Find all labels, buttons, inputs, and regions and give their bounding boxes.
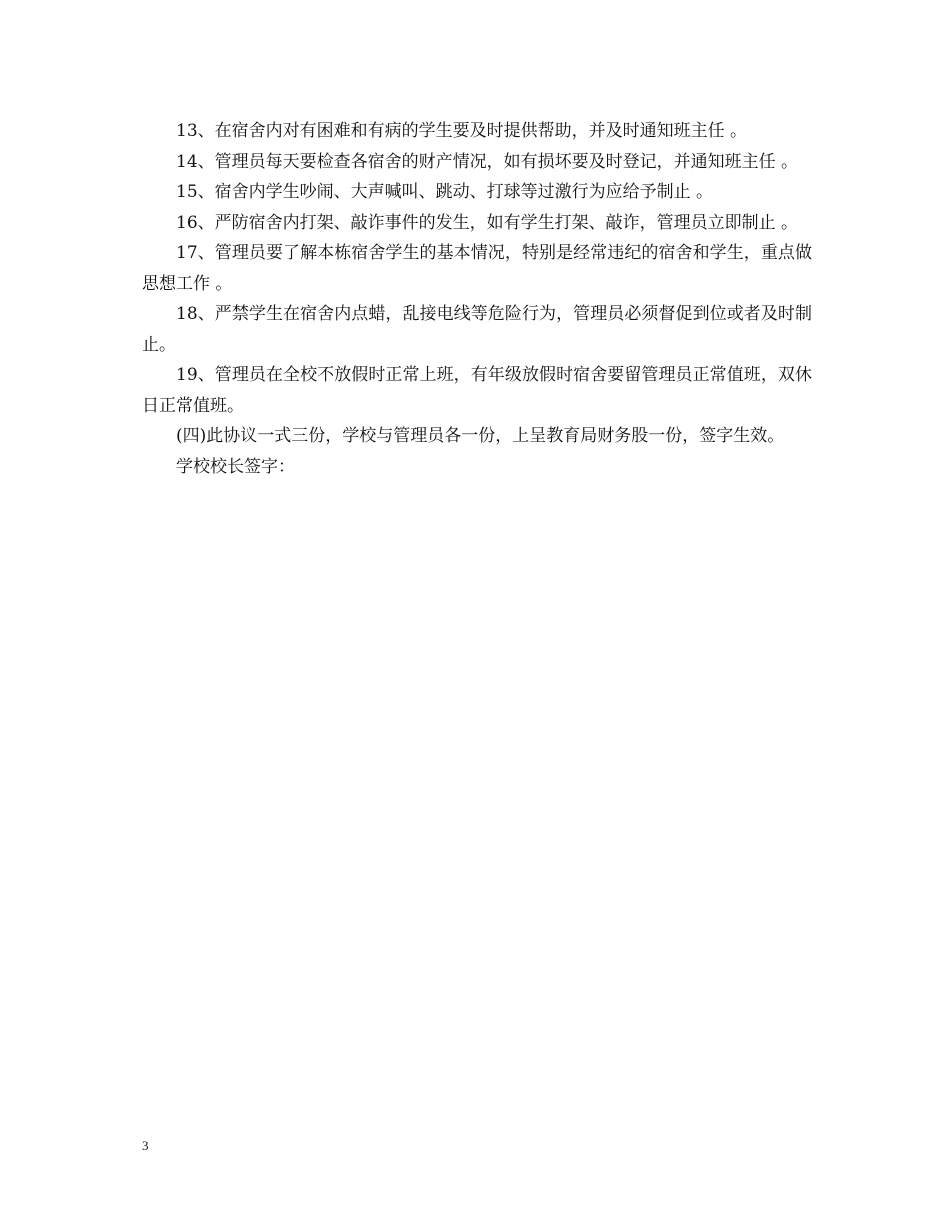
page-body [142, 116, 812, 482]
clause-14: 14、管理员每天要检查各宿舍的财产情况，如有损坏要及时登记，并通知班主任 。 [176, 151, 799, 172]
clause-15: 15、宿舍内学生吵闹、大声喊叫、跳动、打球等过激行为应给予制止 。 [176, 182, 714, 202]
page-number: 3 [142, 1138, 149, 1153]
agreement-copies-clause: (四)此协议一式三份，学校与管理员各一份，上呈教育局财务股一份，签字生效。 [176, 426, 785, 446]
principal-signature-line: 学校校长签字： [176, 456, 295, 477]
clause-17: 17、管理员要了解本栋宿舍学生的基本情况，特别是经常违纪的宿舍和学生，重点做思想工作 。 [142, 243, 812, 294]
clause-16: 16、严防宿舍内打架、敲诈事件的发生，如有学生打架、敲诈，管理员立即制止 。 [176, 212, 799, 233]
clause-18: 18、严禁学生在宿舍内点蜡，乱接电线等危险行为，管理员必须督促到位或者及时制止。 [142, 304, 812, 355]
clause-19: 19、管理员在全校不放假时正常上班，有年级放假时宿舍要留管理员正常值班，双休日正常值班。 [142, 365, 812, 416]
clause-13: 13、在宿舍内对有困难和有病的学生要及时提供帮助，并及时通知班主任 。 [176, 121, 748, 141]
